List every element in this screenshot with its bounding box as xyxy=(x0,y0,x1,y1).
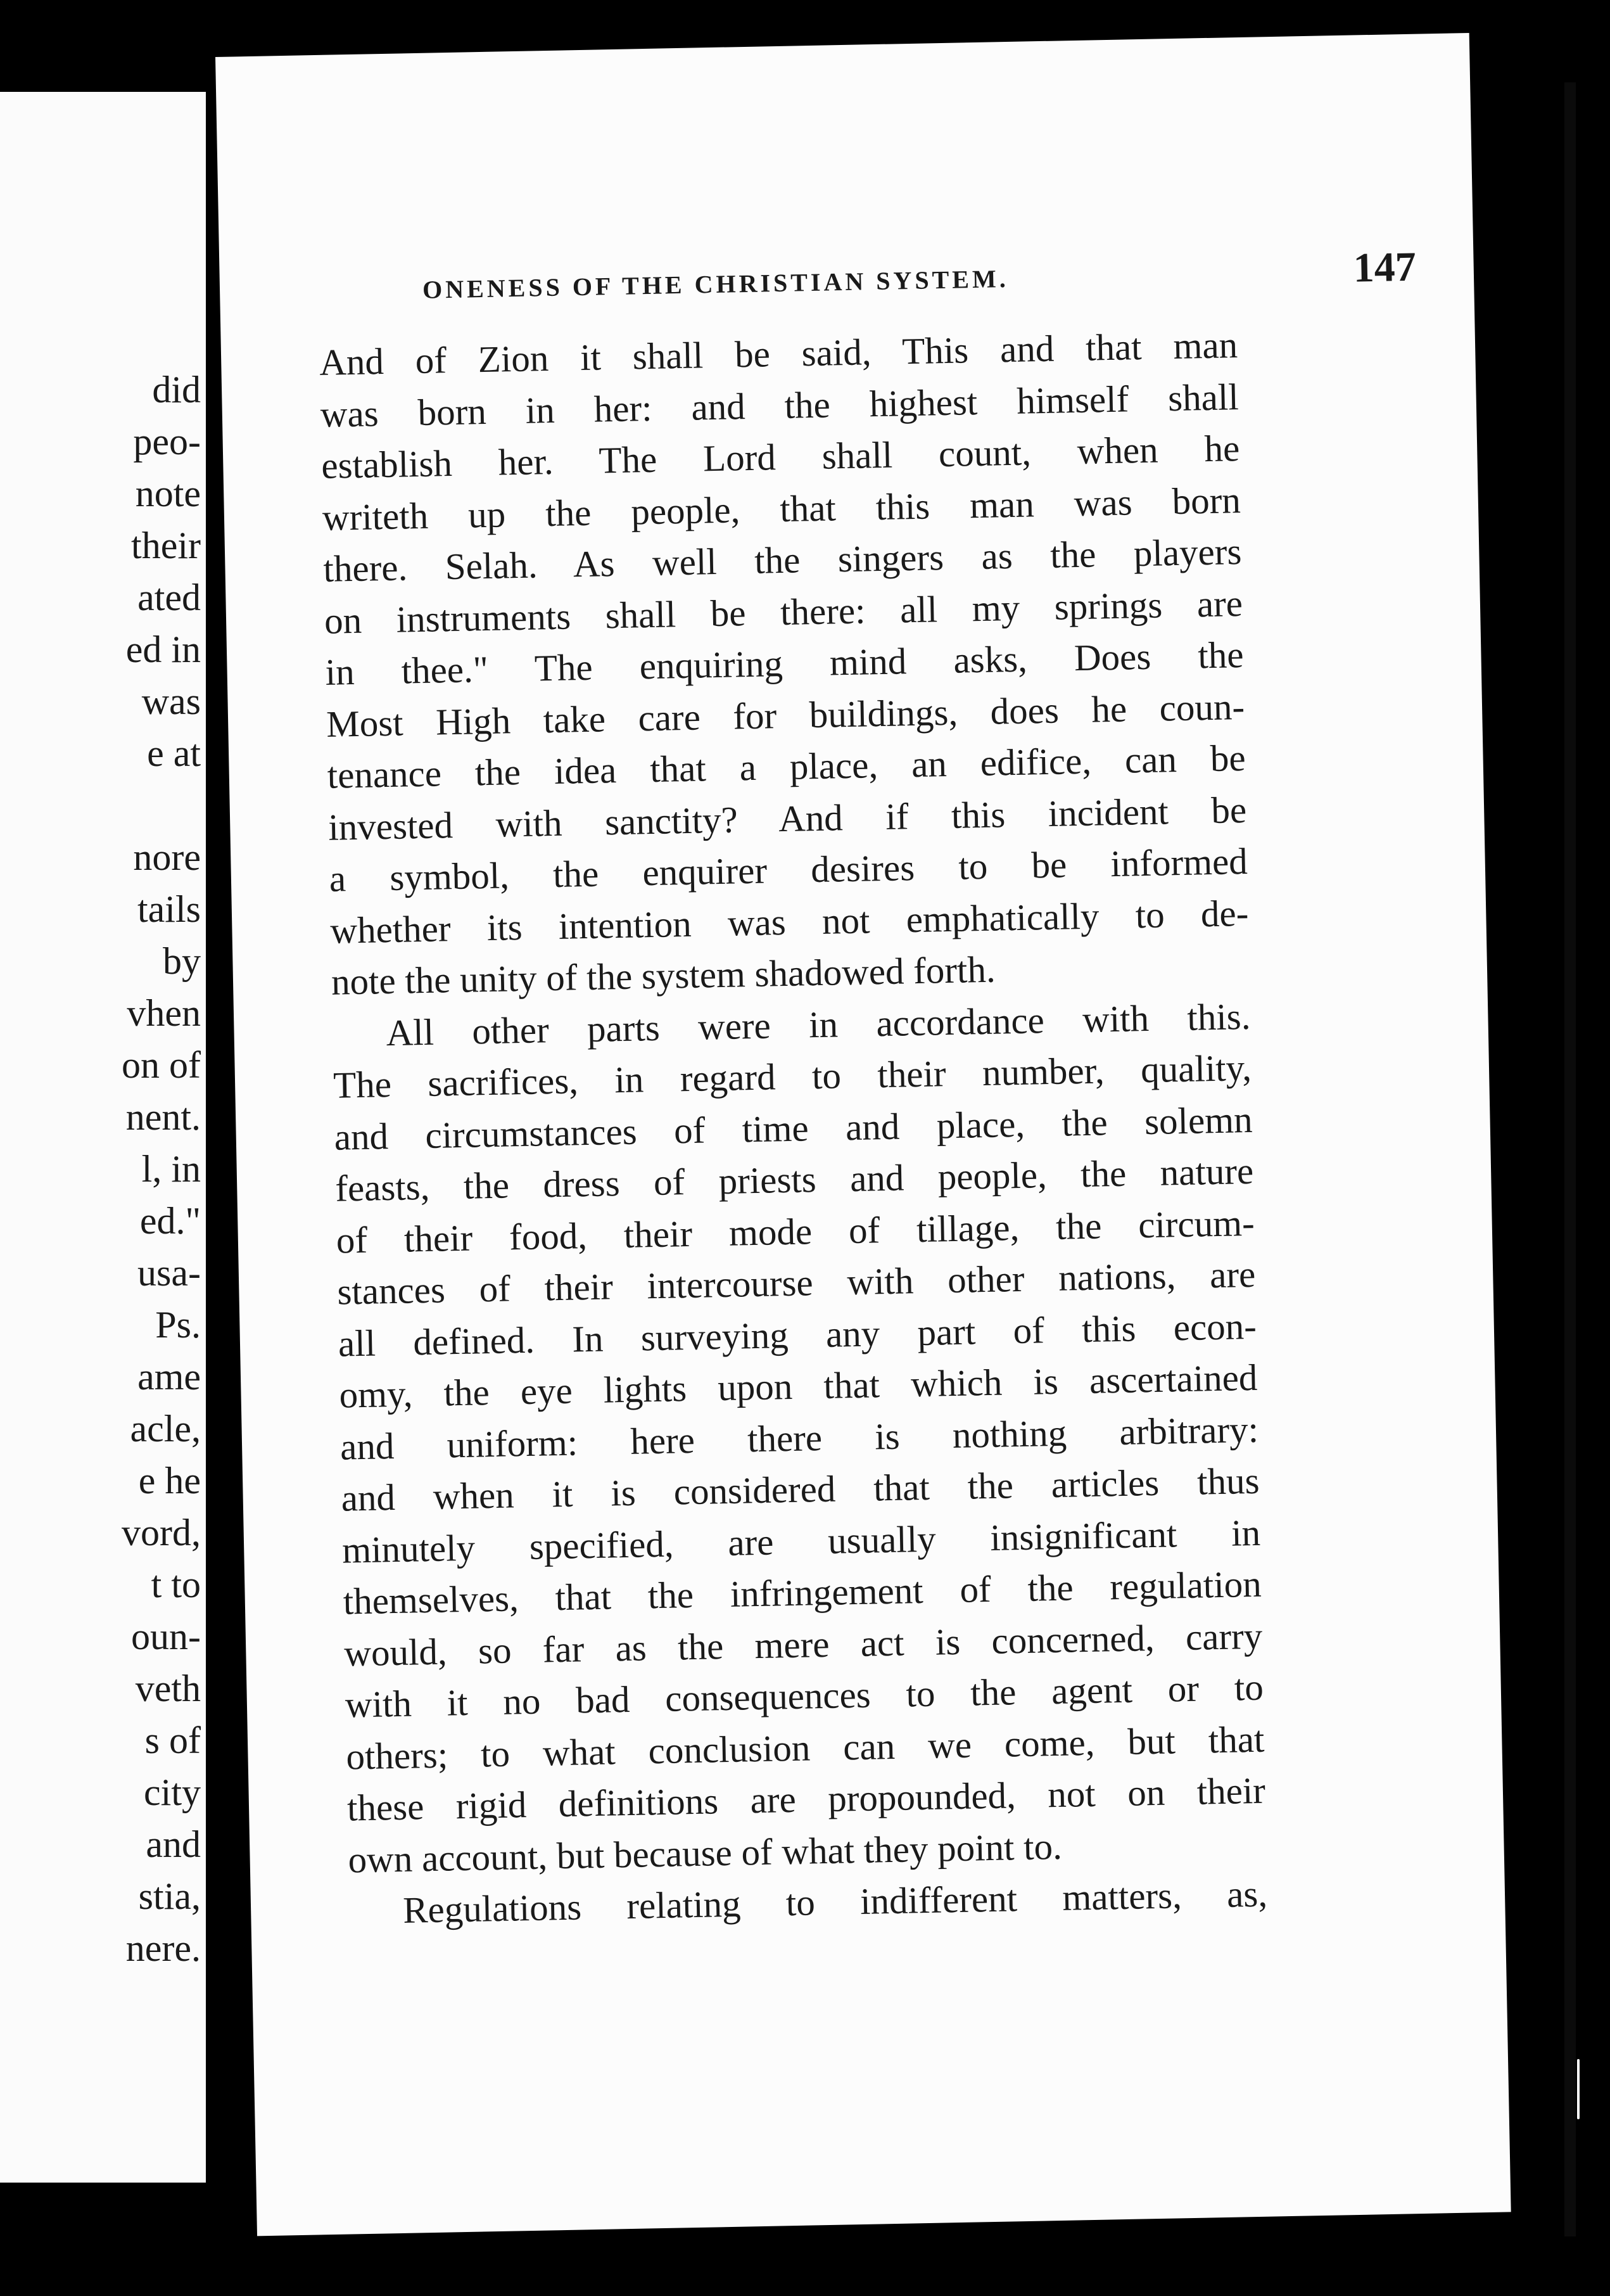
text-line: and uniform: here there is nothing arbitrary: xyxy=(339,1408,1259,1468)
left-line: did xyxy=(152,369,201,411)
text-line: establish her. The Lord shall count, when he xyxy=(320,427,1240,487)
left-line: ed in xyxy=(125,628,201,670)
text-line: All other parts were in accordance with this. xyxy=(385,995,1251,1054)
text-line: writeth up the people, that this man was born xyxy=(322,478,1241,539)
body-text xyxy=(319,319,1268,1937)
left-line: was xyxy=(141,680,201,722)
left-line: s of xyxy=(144,1719,201,1761)
text-line: all defined. In surveying any part of this econ- xyxy=(338,1304,1257,1365)
text-line: was born in her: and the highest himself shall xyxy=(320,375,1239,435)
text-line: feasts, the dress of priests and people, the nature xyxy=(334,1149,1254,1209)
left-line: t to xyxy=(151,1564,201,1605)
left-line: nere. xyxy=(125,1927,201,1969)
text-line: minutely specified, are usually insignificant in xyxy=(341,1511,1261,1571)
left-line: e at xyxy=(147,732,201,774)
left-line: on of xyxy=(122,1044,201,1086)
left-line: vhen xyxy=(127,992,201,1034)
text-line: The sacrifices, in regard to their number, quality, xyxy=(333,1046,1252,1106)
text-line: these rigid definitions are propounded, not on their xyxy=(346,1769,1266,1829)
running-title: ONENESS OF THE CHRISTIAN SYSTEM. xyxy=(422,264,1010,304)
left-line: veth xyxy=(135,1668,201,1709)
text-line: and when it is considered that the articles thus xyxy=(341,1459,1260,1519)
left-line: ated xyxy=(137,577,201,618)
text-line: with it no bad consequences to the agent or to xyxy=(345,1666,1264,1726)
left-page-fragment xyxy=(0,92,206,2183)
text-line: stances of their intercourse with other nations, are xyxy=(336,1253,1256,1313)
left-line: and xyxy=(146,1823,201,1865)
running-head xyxy=(422,243,1423,304)
left-line: their xyxy=(131,525,201,566)
left-line: e he xyxy=(138,1460,201,1502)
left-line: ame xyxy=(137,1356,201,1398)
text-line: others; to what conclusion can we come, but that xyxy=(345,1718,1265,1778)
left-line: Ps. xyxy=(155,1304,201,1346)
page-edge-shadow xyxy=(1564,82,1576,2236)
left-line: city xyxy=(144,1771,201,1813)
left-line: nent. xyxy=(125,1096,201,1138)
text-line: would, so far as the mere act is concerned, carry xyxy=(343,1614,1263,1674)
edge-mark xyxy=(1577,2059,1580,2119)
text-line: on instruments shall be there: all my springs are xyxy=(324,582,1243,642)
left-line: ed." xyxy=(139,1200,201,1242)
text-line: And of Zion it shall be said, This and that man xyxy=(319,324,1238,383)
left-line: by xyxy=(163,940,201,982)
text-line: Most High take care for buildings, does he coun- xyxy=(326,685,1245,745)
text-line: omy, the eye lights upon that which is ascertained xyxy=(338,1356,1258,1416)
left-line: nore xyxy=(133,836,201,878)
page-number: 147 xyxy=(1353,243,1417,291)
text-line: themselves, that the infringement of the regulation xyxy=(343,1562,1262,1623)
text-line: there. Selah. As well the singers as the players xyxy=(322,530,1242,590)
left-line: usa- xyxy=(137,1252,201,1294)
left-line: oun- xyxy=(131,1616,201,1657)
left-line: peo- xyxy=(133,421,201,462)
text-line: own account, but because of what they point to. xyxy=(348,1825,1063,1880)
left-line: acle, xyxy=(130,1408,201,1450)
left-line: note xyxy=(135,473,201,514)
left-line: stia, xyxy=(138,1875,201,1917)
text-line: Regulations relating to indifferent matters, as, xyxy=(402,1872,1268,1931)
text-line: of their food, their mode of tillage, the circum- xyxy=(336,1201,1255,1261)
text-line: and circumstances of time and place, the solemn xyxy=(334,1098,1253,1158)
right-page xyxy=(215,33,1511,2236)
left-line: l, in xyxy=(141,1148,201,1190)
text-line: invested with sanctity? And if this incident be xyxy=(327,788,1247,848)
text-line: in thee." The enquiring mind asks, Does the xyxy=(325,634,1245,693)
text-line: note the unity of the system shadowed forth. xyxy=(331,948,996,1003)
text-line: a symbol, the enquirer desires to be informed xyxy=(329,839,1248,900)
left-line: vord, xyxy=(122,1512,201,1553)
text-line: tenance the idea that a place, an edifice, can be xyxy=(327,736,1246,796)
left-line: tails xyxy=(137,888,201,930)
text-line: whether its intention was not emphatically to de- xyxy=(329,891,1249,952)
